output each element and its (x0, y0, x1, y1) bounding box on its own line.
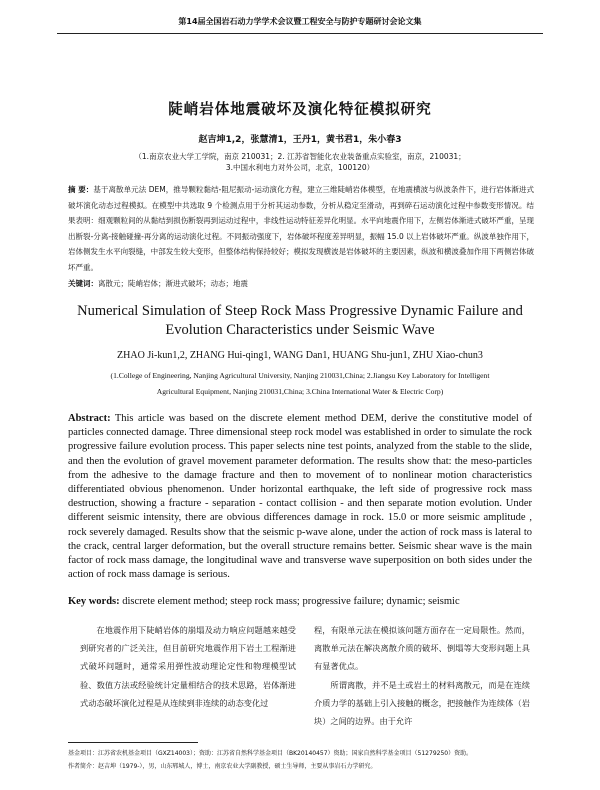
title-english-line-2: Evolution Characteristics under Seismic Wave (165, 322, 435, 338)
abstract-chinese-label: 摘 要： (68, 185, 94, 194)
footnote-funding: 基金项目：江苏省农机基金项目（GXZ14003）；资助：江苏省自然科学基金项目（BK20140457）资助；国家自然科学基金项目（51279250）资助。 (68, 750, 473, 757)
header-rule (57, 33, 543, 34)
affiliation-english-line-2: Agricultural Equipment, Nanjing 210031,China; 3.China International Water & Electric Corp) (156, 387, 444, 396)
affiliation-chinese-line-2: 3.中国水利电力对外公司，北京，100120） (225, 163, 375, 172)
affiliation-chinese-line-1: （1.南京农业大学工学院，南京 210031；2. 江苏省智能化农业装备重点实验室，南京，210031； (134, 152, 466, 161)
body-right-paragraph-2: 所谓离散，并不是土或岩土的材料离散元，而是在连续介质力学的基础上引入接触的概念，把接触作为连续体（岩块）之间的边界。由于允许 (314, 679, 530, 727)
running-head: 第14届全国岩石动力学学术会议暨工程安全与防护专题研讨会论文集 (178, 17, 422, 26)
body-column-right (314, 621, 530, 730)
abstract-chinese-text: 基于离散单元法 DEM，推导颗粒黏结-阻尼振动-运动演化方程，建立三维陡峭岩体模型，在地震横波与纵波条件下，进行岩体渐进式破坏演化动态过程模拟。在模型中共选取 9 个检测点用于分析其运动参数，分析从稳定至滑动，再到碎石运动演化过程中参数变形情况。结果表明：细观颗粒间的从黏结到损伤断裂再到运动过程中，非线性运动特征差异化明显。水平向地震作用下，左侧岩体渐进式破坏严重，呈现出断裂-分离-接触碰撞-再分离的运动演化过程。不同振动强度下，岩体破坏程度差异明显，振幅 15.0 以上岩体破坏严重。纵波单独作用下，岩体侧发生水平向裂缝，中部发生较大变形，但整体结构保持较好；模拟发现横波是岩体破坏的主要因素，纵波和横波叠加作用下两侧岩体破坏严重。 (68, 185, 534, 272)
keywords-english-text: discrete element method; steep rock mass; progressive failure; dynamic; seismic (122, 596, 460, 607)
title-chinese: 陡峭岩体地震破坏及演化特征模拟研究 (168, 102, 432, 118)
abstract-english-label: Abstract: (68, 413, 111, 424)
authors-chinese: 赵吉坤1,2，张慧清1，王丹1，黄书君1，朱小春3 (198, 135, 402, 145)
abstract-chinese (68, 182, 534, 291)
authors-english: ZHAO Ji-kun1,2, ZHANG Hui-qing1, WANG Dan1, HUANG Shu-jun1, ZHU Xiao-chun3 (117, 350, 483, 361)
title-english (0, 302, 600, 340)
keywords-chinese-text: 离散元；陡峭岩体；渐进式破坏；动态；地震 (98, 278, 248, 288)
footnote-rule (68, 742, 198, 743)
keywords-english-label: Key words: (68, 596, 120, 607)
affiliation-english-line-1: (1.College of Engineering, Nanjing Agricultural University, Nanjing 210031,China; 2.Jiangsu Key Laboratory for Intelligent (110, 371, 490, 380)
keywords-chinese-label: 关键词： (68, 278, 98, 288)
title-english-line-1: Numerical Simulation of Steep Rock Mass Progressive Dynamic Failure and (77, 303, 523, 319)
abstract-english-text: This article was based on the discrete element method DEM, derive the constitutive model of particles connected damage. Three dimensional steep rock model was established in order to simulate the rock progressive failure evolution process. This paper selects nine test points, analyzed from the stable to the slide, and then the evolution of gravel movement parameter deformation. The results show that: the meso-particles from the adhesive to the damage fracture and then to movement of to nonlinear motion characteristics differentiated obvious phenomenon. Under horizontal earthquake, the left side of progressive rock mass destruction, showing a fracture - separation - contact collision - and then separate motion evolution. Under different seismic intensity, there are obvious differences damage in rock. 15.0 or more seismic amplitude , rock severely damaged. Results show that the seismic p-wave alone, under the action of rock mass is lateral to the crack, central larger deformation, but the overall structure remains better. Seismic shear wave is the main factor of rock mass damage, the longitudinal wave and transverse wave superposition on both sides under the action of rock mass damage is serious. (68, 413, 532, 581)
footnote-author-bio: 作者简介：赵吉坤（1979-），男，山东郓城人，博士，南京农业大学副教授，硕士生导师，主要从事岩石力学研究。 (68, 763, 377, 770)
body-column-left: 在地震作用下陡峭岩体的崩塌及动力响应问题越来越受到研究者的广泛关注，但目前研究地震作用下岩土工程渐进式破坏问题时，通常采用弹性波动理论定性和物理模型试验、数值方法或经验统计定量相结合的技术思路，岩体渐进式动态破坏演化过程是从连续到非连续的动态变化过 (80, 625, 296, 708)
body-right-paragraph-1: 程，有限单元法在模拟该问题方面存在一定局限性。然而，离散单元法在解决离散介质的破坏、倒塌等大变形问题上具有显著优点。 (314, 625, 530, 672)
keywords-english (68, 596, 532, 607)
abstract-english (68, 412, 532, 582)
